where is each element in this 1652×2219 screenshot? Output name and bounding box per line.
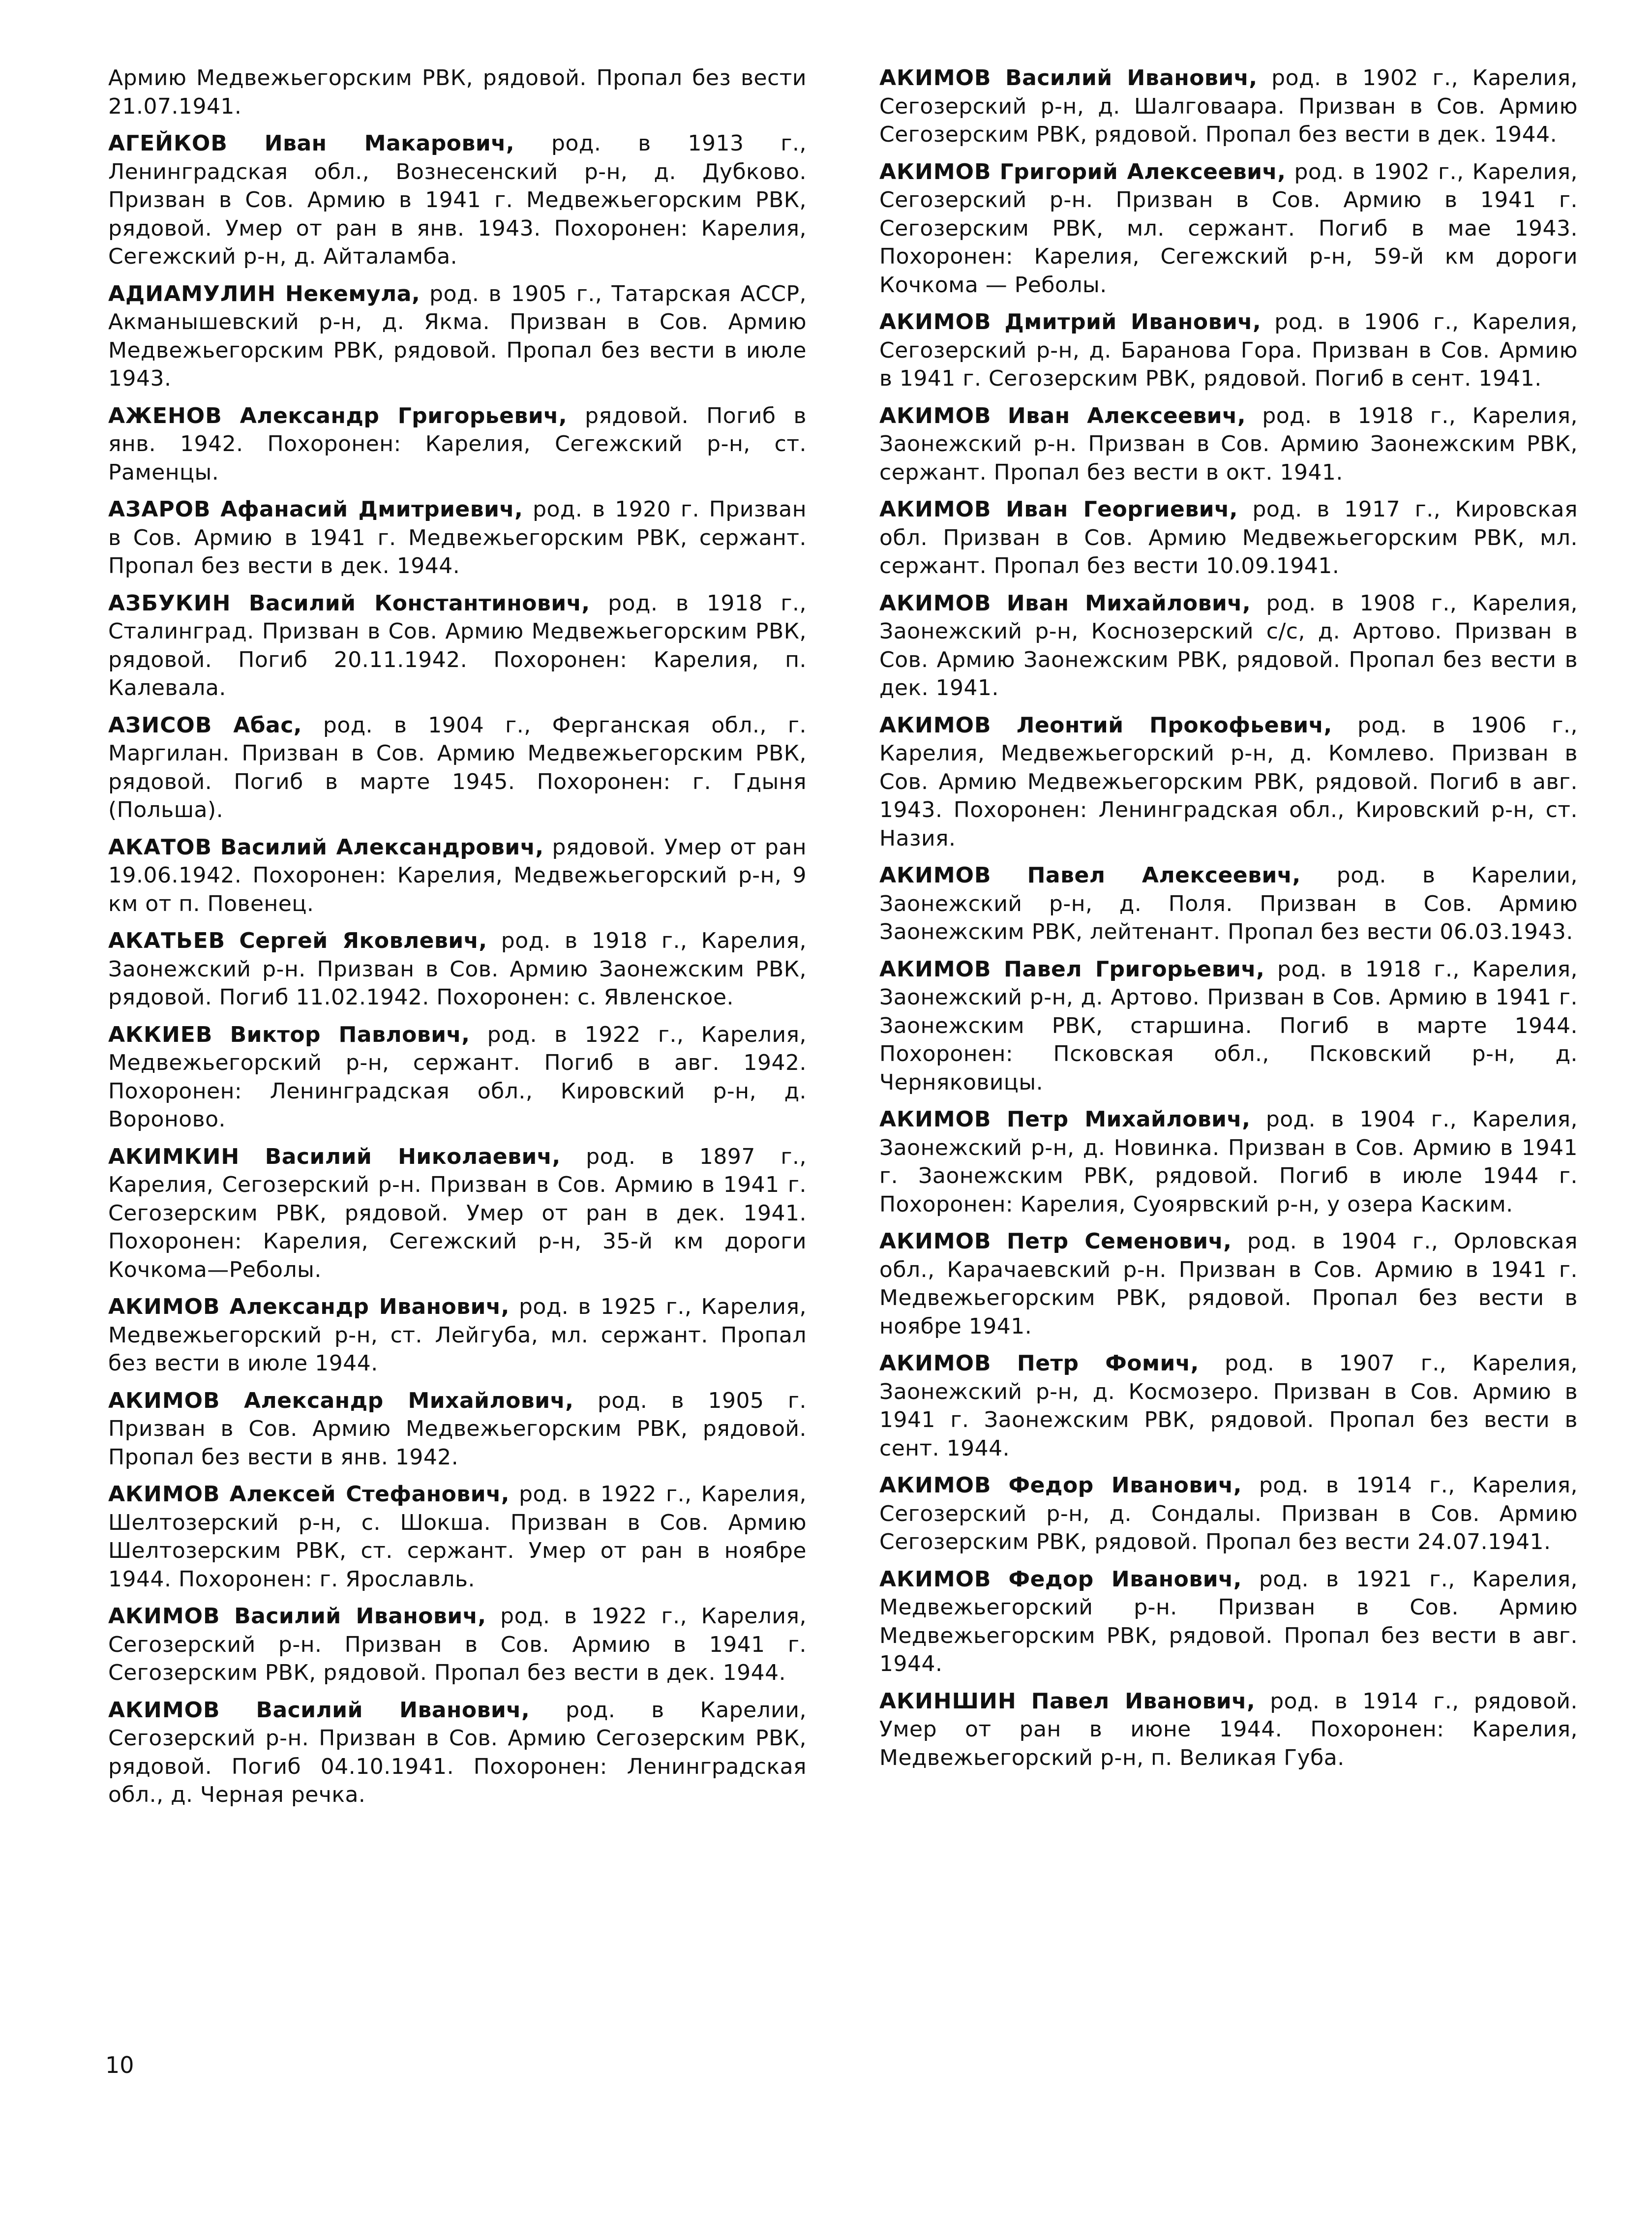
register-entry [108, 833, 807, 918]
entry-surname: АДИАМУЛИН [108, 281, 276, 306]
entry-given-name: Петр Семенович, [1006, 1229, 1232, 1254]
register-entry [879, 158, 1578, 300]
register-entry [879, 402, 1578, 487]
entry-surname: АКИМОВ [879, 65, 991, 91]
entry-text: род. в 1922 г., Карелия, Сегозерский р-н. Призван в Сов. Армию в 1941 г. Сегозерским РВК, рядовой. Пропал без вести в дек. 1944. [108, 1604, 807, 1685]
entry-given-name: Александр Михайлович, [244, 1388, 574, 1413]
entry-surname: АКИМОВ [879, 712, 991, 738]
entry-surname: АКИНШИН [879, 1688, 1017, 1714]
entry-given-name: Абас, [233, 712, 302, 738]
register-entry [108, 280, 807, 393]
entry-given-name: Григорий Алексеевич, [999, 159, 1286, 184]
register-entry [879, 861, 1578, 946]
entry-text: род. в 1922 г., Карелия, Шелтозерский р-н, с. Шокша. Призван в Сов. Армию Шелтозерским РВК, ст. сержант. Умер от ран в ноябре 1944. Похоронен: г. Ярославль. [108, 1482, 807, 1592]
entry-text: род. в 1918 г., Карелия, Заонежский р-н, д. Артово. Призван в Сов. Армию в 1941 г. Заонежским РВК, старшина. Погиб в марте 1944. Похоронен: Псковская обл., Псковский р-н, д. Черняковицы. [879, 956, 1578, 1095]
page-number: 10 [105, 2052, 134, 2078]
entry-given-name: Леонтий Прокофьевич, [1016, 712, 1332, 738]
entry-text: рядовой. Умер от ран 19.06.1942. Похоронен: Карелия, Медвежьегорский р-н, 9 км от п. Повенец. [108, 834, 807, 916]
register-entry [108, 589, 807, 702]
register-entry [879, 955, 1578, 1097]
entry-given-name: Павел Григорьевич, [1004, 956, 1265, 982]
entry-surname: АКИМОВ [108, 1294, 220, 1319]
entry-text: род. в 1914 г., Карелия, Сегозерский р-н, д. Сондалы. Призван в Сов. Армию Сегозерским РВК, рядовой. Пропал без вести 24.07.1941. [879, 1473, 1578, 1554]
register-entry [879, 711, 1578, 853]
entry-given-name: Алексей Стефанович, [229, 1482, 510, 1507]
entry-surname: АКИМОВ [879, 1107, 991, 1132]
entry-surname: АКИМОВ [879, 1351, 991, 1376]
entry-given-name: Иван Михайлович, [1006, 590, 1251, 616]
entry-given-name: Василий Иванович, [1005, 65, 1258, 91]
entry-text: род. в 1905 г. Призван в Сов. Армию Медвежьегорским РВК, рядовой. Пропал без вести в янв. 1942. [108, 1388, 807, 1470]
entry-text: род. в 1906 г., Карелия, Сегозерский р-н, д. Баранова Гора. Призван в Сов. Армию в 1941 г. Сегозерским РВК, рядовой. Погиб в сент. 1941. [879, 309, 1578, 391]
entry-text: род. в 1920 г. Призван в Сов. Армию в 1941 г. Медвежьегорским РВК, сержант. Пропал без вести в дек. 1944. [108, 497, 807, 578]
entry-surname: АКИМОВ [879, 956, 991, 982]
register-entry [879, 308, 1578, 393]
entry-text: род. в 1918 г., Карелия, Заонежский р-н. Призван в Сов. Армию Заонежским РВК, рядовой. Погиб 11.02.1942. Похоронен: с. Явленское. [108, 928, 807, 1010]
entry-text: род. в 1918 г., Сталинград. Призван в Сов. Армию Медвежьегорским РВК, рядовой. Погиб 20.11.1942. Похоронен: Карелия, п. Калевала. [108, 590, 807, 700]
entry-surname: АЖЕНОВ [108, 403, 222, 428]
entry-surname: АКИМОВ [879, 863, 991, 888]
entry-surname: АКИМОВ [879, 1566, 991, 1592]
entry-surname: АКИМОВ [108, 1604, 220, 1629]
entry-given-name: Василий Николаевич, [265, 1144, 561, 1169]
entry-text: род. в 1904 г., Ферганская обл., г. Маргилан. Призван в Сов. Армию Медвежьегорским РВК, рядовой. Погиб в марте 1945. Похоронен: г. Гдыня (Польша). [108, 712, 807, 822]
register-entry [879, 1349, 1578, 1462]
entry-given-name: Василий Иванович, [256, 1697, 530, 1723]
left-column [108, 64, 807, 1818]
entry-given-name: Александр Иванович, [229, 1294, 510, 1319]
entry-given-name: Иван Макарович, [264, 131, 515, 156]
entry-given-name: Сергей Яковлевич, [239, 928, 487, 953]
register-entry [108, 927, 807, 1012]
entry-text: род. в 1917 г., Кировская обл. Призван в Сов. Армию Медвежьегорским РВК, мл. сержант. Пропал без вести 10.09.1941. [879, 497, 1578, 578]
entry-surname: АКИМОВ [879, 1473, 991, 1498]
entry-surname: АКИМОВ [879, 309, 991, 334]
entry-given-name: Иван Георгиевич, [1006, 497, 1238, 522]
entry-given-name: Иван Алексеевич, [1007, 403, 1246, 428]
entry-given-name: Дмитрий Иванович, [1004, 309, 1262, 334]
entry-text: род. в 1904 г., Карелия, Заонежский р-н, д. Новинка. Призван в Сов. Армию в 1941 г. Заонежским РВК, рядовой. Погиб в июле 1944 г. Похоронен: Карелия, Суоярвский р-н, у озера Каским. [879, 1107, 1578, 1217]
entry-text: род. в 1905 г., Татарская АССР, Акманышевский р-н, д. Якма. Призван в Сов. Армию Медвежьегорским РВК, рядовой. Пропал без вести в июле 1943. [108, 281, 807, 391]
register-entry [879, 1565, 1578, 1678]
entry-given-name: Виктор Павлович, [230, 1022, 470, 1047]
entry-text: род. в 1902 г., Карелия, Сегозерский р-н, д. Шалговаара. Призван в Сов. Армию Сегозерским РВК, рядовой. Пропал без вести в дек. 1944. [879, 65, 1578, 147]
register-entry [108, 1387, 807, 1472]
entry-given-name: Павел Иванович, [1031, 1688, 1256, 1714]
entry-surname: АКИМОВ [108, 1388, 220, 1413]
register-entry [108, 1143, 807, 1284]
entry-text: род. в 1902 г., Карелия, Сегозерский р-н. Призван в Сов. Армию в 1941 г. Сегозерским РВК, мл. сержант. Погиб в мае 1943. Похоронен: Карелия, Сегежский р-н, 59-й км дороги Кочкома — Реболы. [879, 159, 1578, 298]
entry-given-name: Василий Константинович, [248, 590, 590, 616]
entry-surname: АЗАРОВ [108, 497, 211, 522]
entry-surname: АГЕЙКОВ [108, 131, 228, 156]
entry-given-name: Петр Фомич, [1017, 1351, 1199, 1376]
entry-surname: АКИМОВ [879, 1229, 991, 1254]
entry-surname: АЗБУКИН [108, 590, 231, 616]
entry-text: род. в 1908 г., Карелия, Заонежский р-н, Коснозерский с/с, д. Артово. Призван в Сов. Армию Заонежским РВК, рядовой. Пропал без вести в дек. 1941. [879, 590, 1578, 700]
entry-text: род. в 1921 г., Карелия, Медвежьегорский р-н. Призван в Сов. Армию Медвежьегорским РВК, рядовой. Пропал без вести в авг. 1944. [879, 1566, 1578, 1676]
register-entry [108, 402, 807, 487]
entry-text: род. в 1925 г., Карелия, Медвежьегорский р-н, ст. Лейгуба, мл. сержант. Пропал без вести в июле 1944. [108, 1294, 807, 1376]
entry-text: Армию Медвежьегорским РВК, рядовой. Пропал без вести 21.07.1941. [108, 65, 807, 119]
entry-text: рядовой. Погиб в янв. 1942. Похоронен: Карелия, Сегежский р-н, ст. Раменцы. [108, 403, 807, 485]
register-entry [108, 64, 807, 121]
entry-text: род. в Карелии, Заонежский р-н, д. Поля. Призван в Сов. Армию Заонежским РВК, лейтенант. Пропал без вести 06.03.1943. [879, 863, 1578, 944]
register-entry [108, 1021, 807, 1134]
entry-given-name: Федор Иванович, [1008, 1473, 1242, 1498]
entry-text: род. в 1913 г., Ленинградская обл., Вознесенский р-н, д. Дубково. Призван в Сов. Армию в 1941 г. Медвежьегорским РВК, рядовой. Умер от ран в янв. 1943. Похоронен: Карелия, Сегежский р-н, д. Айталамба. [108, 131, 807, 269]
entry-text: род. в Карелии, Сегозерский р-н. Призван в Сов. Армию Сегозерским РВК, рядовой. Погиб 04.10.1941. Похоронен: Ленинградская обл., д. Черная речка. [108, 1697, 807, 1807]
entry-given-name: Афанасий Дмитриевич, [220, 497, 523, 522]
register-entry [879, 1227, 1578, 1340]
entry-given-name: Федор Иванович, [1008, 1566, 1242, 1592]
entry-given-name: Василий Иванович, [234, 1604, 486, 1629]
register-entry [879, 64, 1578, 149]
entry-surname: АКАТОВ [108, 834, 212, 860]
entry-text: род. в 1897 г., Карелия, Сегозерский р-н. Призван в Сов. Армию в 1941 г. Сегозерским РВК, рядовой. Умер от ран в дек. 1941. Похоронен: Карелия, Сегежский р-н, 35-й км дороги Кочкома—Реболы. [108, 1144, 807, 1282]
entry-given-name: Некемула, [285, 281, 421, 306]
entry-given-name: Александр Григорьевич, [240, 403, 568, 428]
entry-text: род. в 1904 г., Орловская обл., Карачаевский р-н. Призван в Сов. Армию в 1941 г. Медвежьегорским РВК, рядовой. Пропал без вести в ноябре 1941. [879, 1229, 1578, 1339]
register-entry [108, 129, 807, 271]
right-column [879, 64, 1578, 1781]
entry-text: род. в 1914 г., рядовой. Умер от ран в июне 1944. Похоронен: Карелия, Медвежьегорский р-н, п. Великая Губа. [879, 1688, 1578, 1770]
entry-surname: АКИМОВ [879, 403, 991, 428]
register-entry [879, 1471, 1578, 1556]
entry-surname: АККИЕВ [108, 1022, 213, 1047]
register-entry [879, 589, 1578, 702]
register-entry [108, 1696, 807, 1809]
entry-surname: АКИМОВ [879, 590, 991, 616]
entry-given-name: Павел Алексеевич, [1027, 863, 1301, 888]
entry-text: род. в 1907 г., Карелия, Заонежский р-н, д. Космозеро. Призван в Сов. Армию в 1941 г. Заонежским РВК, рядовой. Пропал без вести в сент. 1944. [879, 1351, 1578, 1461]
register-entry [879, 1687, 1578, 1772]
register-entry [108, 1293, 807, 1378]
register-entry [108, 1602, 807, 1687]
entry-given-name: Василий Александрович, [220, 834, 544, 860]
register-entry [108, 711, 807, 824]
register-entry [108, 495, 807, 580]
register-entry [879, 495, 1578, 580]
entry-text: род. в 1918 г., Карелия, Заонежский р-н. Призван в Сов. Армию Заонежским РВК, сержант. Пропал без вести в окт. 1941. [879, 403, 1578, 485]
entry-text: род. в 1906 г., Карелия, Медвежьегорский р-н, д. Комлево. Призван в Сов. Армию Медвежьегорским РВК, рядовой. Погиб в авг. 1943. Похоронен: Ленинградская обл., Кировский р-н, ст. Назия. [879, 712, 1578, 851]
entry-surname: АКИМОВ [108, 1482, 220, 1507]
entry-surname: АКИМОВ [108, 1697, 220, 1723]
entry-surname: АКАТЬЕВ [108, 928, 226, 953]
entry-given-name: Петр Михайлович, [1006, 1107, 1251, 1132]
register-entry [879, 1105, 1578, 1218]
entry-surname: АКИМОВ [879, 497, 991, 522]
entry-surname: АЗИСОВ [108, 712, 212, 738]
entry-surname: АКИМОВ [879, 159, 991, 184]
register-entry [108, 1480, 807, 1593]
entry-text: род. в 1922 г., Карелия, Медвежьегорский р-н, сержант. Погиб в авг. 1942. Похоронен: Ленинградская обл., Кировский р-н, д. Вороново. [108, 1022, 807, 1132]
entry-surname: АКИМКИН [108, 1144, 240, 1169]
